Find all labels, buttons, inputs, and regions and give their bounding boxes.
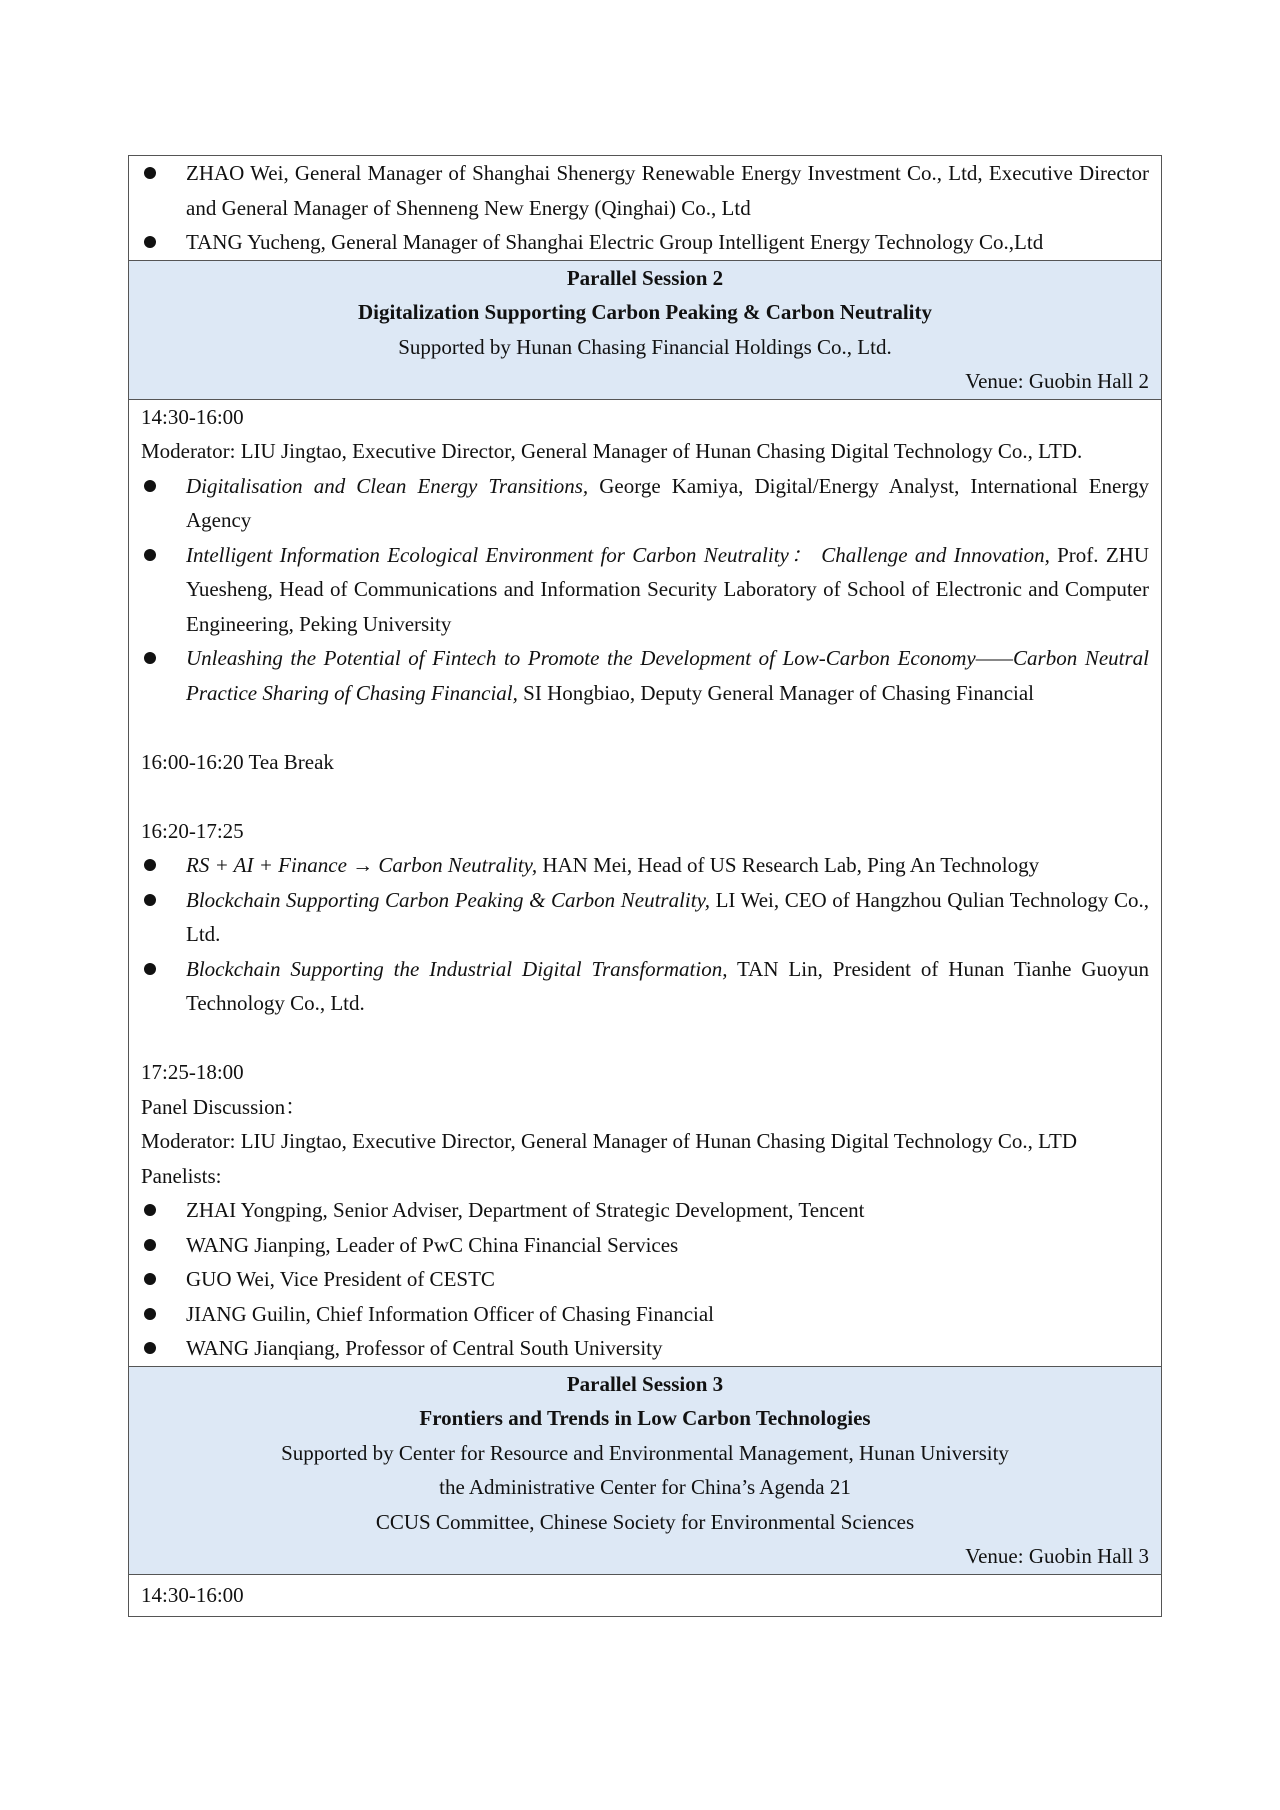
session-venue: Venue: Guobin Hall 2	[965, 369, 1149, 393]
session-venue: Venue: Guobin Hall 3	[965, 1544, 1149, 1568]
time-slot: 14:30-16:00	[141, 404, 244, 429]
talk-list	[141, 469, 1149, 711]
speaker-text: TANG Yucheng, General Manager of Shanghai Electric Group Intelligent Energy Technology Co.,Ltd	[186, 230, 1044, 254]
session-3-header	[129, 1366, 1161, 1574]
list-item	[141, 641, 1149, 710]
agenda-table	[128, 155, 1162, 1617]
bullet-icon	[144, 1342, 156, 1354]
panelist-text: ZHAI Yongping, Senior Adviser, Department of Strategic Development, Tencent	[186, 1198, 865, 1222]
bullet-icon	[144, 894, 156, 906]
bullet-icon	[144, 236, 156, 248]
bullet-icon	[144, 480, 156, 492]
panel-discussion-label: Panel Discussion：	[141, 1094, 307, 1119]
bullet-icon	[144, 963, 156, 975]
time-slot: 14:30-16:00	[141, 1582, 244, 1607]
bullet-icon	[144, 1204, 156, 1216]
time-slot: 16:20-17:25	[141, 818, 244, 843]
talk-speaker: LI Wei, CEO of Hangzhou Qulian Technology Co., Ltd.	[186, 887, 1150, 946]
session-title: Frontiers and Trends in Low Carbon Technologies	[419, 1406, 871, 1430]
bullet-icon	[144, 652, 156, 664]
panelist-list	[141, 1193, 1149, 1366]
moderator-line: Moderator: LIU Jingtao, Executive Director, General Manager of Hunan Chasing Digital Technology Co., LTD.	[141, 439, 1083, 463]
bullet-icon	[144, 1273, 156, 1285]
bullet-icon	[144, 1239, 156, 1251]
bullet-icon	[144, 859, 156, 871]
session-sponsor: the Administrative Center for China’s Agenda 21	[439, 1475, 851, 1499]
bullet-icon	[144, 1308, 156, 1320]
session-sponsor: CCUS Committee, Chinese Society for Environmental Sciences	[375, 1509, 915, 1534]
bullet-icon	[144, 549, 156, 561]
talk-title: Unleashing the Potential of Fintech to Promote the Development of Low-Carbon Economy——Carbon Neutral Practice Sharing of Chasing Financial,	[186, 646, 1149, 705]
session-sponsor: Supported by Center for Resource and Environmental Management, Hunan University	[281, 1440, 1009, 1465]
talk-title: RS + AI + Finance → Carbon Neutrality,	[186, 853, 538, 877]
moderator-line: Moderator: LIU Jingtao, Executive Director, General Manager of Hunan Chasing Digital Technology Co., LTD	[141, 1129, 1078, 1153]
bullet-icon	[144, 167, 156, 179]
panelist-text: WANG Jianqiang, Professor of Central South University	[186, 1336, 663, 1360]
tea-break: 16:00-16:20 Tea Break	[141, 749, 334, 774]
talk-title: Blockchain Supporting Carbon Peaking & Carbon Neutrality,	[186, 887, 710, 912]
list-item	[141, 156, 1149, 225]
session-label: Parallel Session 3	[566, 1371, 724, 1396]
panelist-text: GUO Wei, Vice President of CESTC	[186, 1267, 495, 1291]
list-item	[141, 1297, 1149, 1332]
talk-speaker: Prof. ZHU Yuesheng, Head of Communications and Information Security Laboratory of School of Electronic and Computer Engineering, Peking University	[186, 542, 1149, 636]
list-item	[141, 1193, 1149, 1228]
list-item	[141, 1262, 1149, 1297]
talk-list	[141, 848, 1149, 1021]
session-label: Parallel Session 2	[566, 265, 724, 290]
list-item	[141, 1331, 1149, 1366]
list-item	[141, 952, 1149, 1021]
list-item	[141, 225, 1149, 260]
talk-speaker: George Kamiya, Digital/Energy Analyst, International Energy Agency	[186, 473, 1149, 532]
panelist-text: JIANG Guilin, Chief Information Officer of Chasing Financial	[186, 1301, 715, 1326]
time-slot: 17:25-18:00	[141, 1060, 244, 1084]
list-item	[141, 469, 1149, 538]
talk-title: Intelligent Information Ecological Environment for Carbon Neutrality： Challenge and Innovation,	[186, 542, 1050, 567]
panelists-label: Panelists:	[141, 1163, 222, 1188]
talk-title: Digitalisation and Clean Energy Transitions,	[186, 473, 589, 498]
talk-title: Blockchain Supporting the Industrial Digital Transformation,	[186, 956, 728, 981]
session-sponsor: Supported by Hunan Chasing Financial Holdings Co., Ltd.	[398, 334, 892, 359]
list-item	[141, 1228, 1149, 1263]
speaker-list-block	[129, 156, 1161, 260]
speaker-text: ZHAO Wei, General Manager of Shanghai Shenergy Renewable Energy Investment Co., Ltd, Executive Director and General Manager of Shenneng New Energy (Qinghai) Co., Ltd	[186, 161, 1149, 220]
speaker-list	[141, 156, 1149, 260]
session-3-body	[129, 1574, 1161, 1616]
list-item	[141, 883, 1149, 952]
talk-speaker: HAN Mei, Head of US Research Lab, Ping An Technology	[537, 853, 1040, 877]
list-item	[141, 848, 1149, 883]
list-item	[141, 538, 1149, 642]
session-title: Digitalization Supporting Carbon Peaking & Carbon Neutrality	[357, 300, 933, 324]
session-2-body	[129, 399, 1161, 1366]
panelist-text: WANG Jianping, Leader of PwC China Financial Services	[186, 1232, 679, 1257]
session-2-header	[129, 260, 1161, 399]
talk-speaker: SI Hongbiao, Deputy General Manager of Chasing Financial	[517, 680, 1035, 705]
talk-speaker: TAN Lin, President of Hunan Tianhe Guoyun Technology Co., Ltd.	[186, 956, 1150, 1015]
